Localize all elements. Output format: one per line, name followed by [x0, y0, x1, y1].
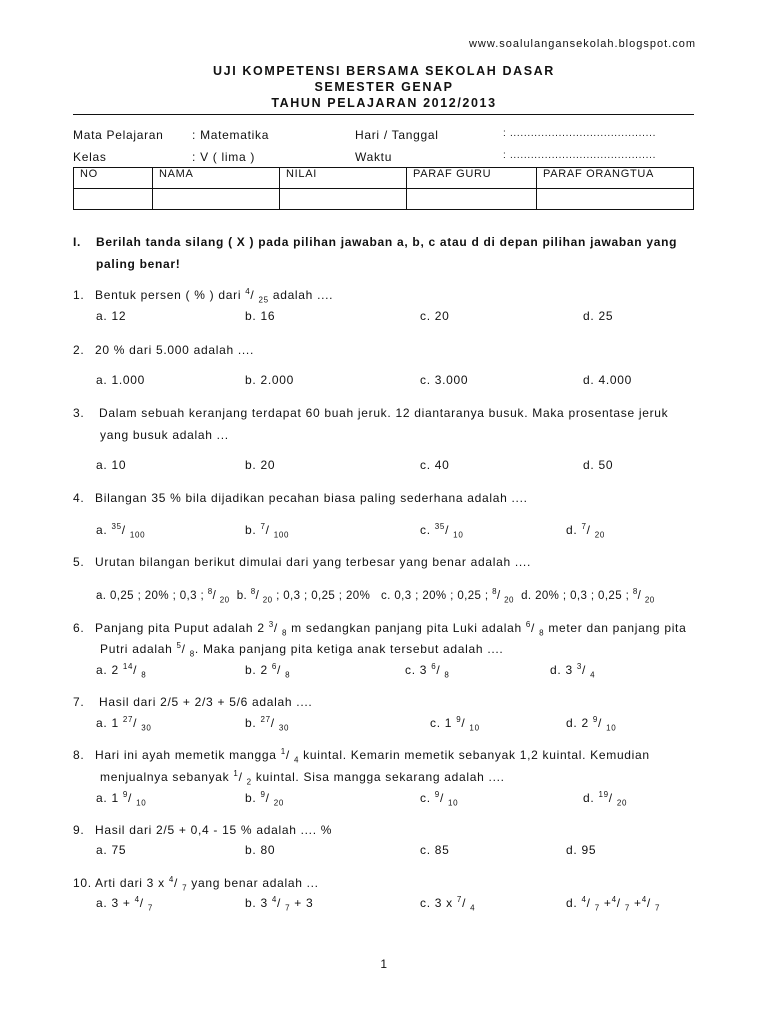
subject-label: Mata Pelajaran: [73, 128, 164, 142]
section-instruction-2: paling benar!: [96, 257, 181, 271]
q10-option-a[interactable]: a. 3 + $^4$/ $_7$: [96, 895, 153, 913]
question-8-line2: menjualnya sebanyak $^1$/ $_2$ kuintal. Sisa mangga sekarang adalah ....: [100, 769, 505, 787]
section-instruction-1: Berilah tanda silang ( X ) pada pilihan jawaban a, b, c atau d di depan pilihan jawaban yang: [96, 235, 678, 249]
question-8: 8. Hari ini ayah memetik mangga $^1$/ $_4$ kuintal. Kemarin memetik sebanyak 1,2 kuintal. Kemudian: [73, 747, 650, 765]
cell-paraf-orangtua[interactable]: [537, 189, 694, 210]
q3-option-b[interactable]: b. 20: [245, 458, 276, 472]
question-6: 6. Panjang pita Puput adalah 2 $^3$/ $_8$ m sedangkan panjang pita Luki adalah $^6$/ $_8$ meter dan panjang pita: [73, 620, 687, 638]
question-6-line2: Putri adalah $^5$/ $_8$. Maka panjang pita ketiga anak tersebut adalah ....: [100, 641, 504, 659]
time-value: : ..........................................: [503, 150, 657, 161]
q4-option-a[interactable]: a. $^{35}$/ $_{100}$: [96, 522, 146, 540]
q8-option-c[interactable]: c. $^9$/ $_{10}$: [420, 790, 459, 808]
question-5: 5. Urutan bilangan berikut dimulai dari yang terbesar yang benar adalah ....: [73, 555, 532, 569]
col-no: NO: [74, 168, 153, 189]
question-1: 1. Bentuk persen ( % ) dari $^4$/ $_{25}$ adalah ....: [73, 287, 334, 305]
date-label: Hari / Tanggal: [355, 128, 439, 142]
q7-option-d[interactable]: d. 2 $^9$/ $_{10}$: [566, 715, 617, 733]
q7-option-a[interactable]: a. 1 $^{27}$/ $_{30}$: [96, 715, 152, 733]
page-number: 1: [380, 957, 388, 971]
question-7: 7. Hasil dari 2/5 + 2/3 + 5/6 adalah ....: [73, 695, 313, 709]
q4-option-d[interactable]: d. $^7$/ $_{20}$: [566, 522, 605, 540]
class-label: Kelas: [73, 150, 107, 164]
q7-option-b[interactable]: b. $^{27}$/ $_{30}$: [245, 715, 290, 733]
q9-option-d[interactable]: d. 95: [566, 843, 597, 857]
q1-option-c[interactable]: c. 20: [420, 309, 450, 323]
q10-option-d[interactable]: d. $^4$/ $_7$ +$^4$/ $_7$ +$^4$/ $_7$: [566, 895, 661, 913]
q8-option-b[interactable]: b. $^9$/ $_{20}$: [245, 790, 284, 808]
q3-option-a[interactable]: a. 10: [96, 458, 127, 472]
q3-option-d[interactable]: d. 50: [583, 458, 614, 472]
q5-option-a[interactable]: a. 0,25 ; 20% ; 0,3 ; $^8$/ $_{20}$: [96, 587, 230, 605]
q5-options: [96, 587, 655, 604]
cell-paraf-guru[interactable]: [407, 189, 537, 210]
subject-value: : Matematika: [192, 128, 270, 142]
header-rule: [73, 114, 694, 115]
question-9: 9. Hasil dari 2/5 + 0,4 - 15 % adalah .... %: [73, 823, 333, 837]
cell-no[interactable]: [74, 189, 153, 210]
q9-option-c[interactable]: c. 85: [420, 843, 450, 857]
q5-option-b[interactable]: b. $^8$/ $_{20}$ ; 0,3 ; 0,25 ; 20%: [236, 587, 371, 605]
q2-option-a[interactable]: a. 1.000: [96, 373, 145, 387]
table-header-row: [74, 168, 694, 189]
q1-option-d[interactable]: d. 25: [583, 309, 614, 323]
q6-option-d[interactable]: d. 3 $^3$/ $_4$: [550, 662, 596, 680]
q9-option-a[interactable]: a. 75: [96, 843, 127, 857]
student-info-table: [73, 167, 694, 210]
question-10: 10. Arti dari 3 x $^4$/ $_7$ yang benar adalah ...: [73, 875, 319, 893]
q8-option-d[interactable]: d. $^{19}$/ $_{20}$: [583, 790, 628, 808]
q7-option-c[interactable]: c. 1 $^9$/ $_{10}$: [430, 715, 480, 733]
question-4: 4. Bilangan 35 % bila dijadikan pecahan biasa paling sederhana adalah ....: [73, 491, 528, 505]
col-paraf-orangtua: PARAF ORANGTUA: [537, 168, 694, 189]
q2-option-b[interactable]: b. 2.000: [245, 373, 294, 387]
header-year: TAHUN PELAJARAN 2012/2013: [271, 96, 497, 110]
cell-nama[interactable]: [153, 189, 280, 210]
time-label: Waktu: [355, 150, 393, 164]
col-nilai: NILAI: [280, 168, 407, 189]
header-title: UJI KOMPETENSI BERSAMA SEKOLAH DASAR: [213, 64, 555, 78]
q2-option-d[interactable]: d. 4.000: [583, 373, 632, 387]
q6-option-c[interactable]: c. 3 $^6$/ $_8$: [405, 662, 450, 680]
q9-option-b[interactable]: b. 80: [245, 843, 276, 857]
q3-option-c[interactable]: c. 40: [420, 458, 450, 472]
q6-option-b[interactable]: b. 2 $^6$/ $_8$: [245, 662, 291, 680]
question-2: 2. 20 % dari 5.000 adalah ....: [73, 343, 254, 357]
website-url: www.soalulangansekolah.blogspot.com: [468, 38, 696, 50]
class-value: : V ( lima ): [192, 150, 256, 164]
question-3-line2: yang busuk adalah ...: [100, 428, 229, 442]
header-semester: SEMESTER GENAP: [314, 80, 454, 94]
q4-option-b[interactable]: b. $^7$/ $_{100}$: [245, 522, 290, 540]
q6-option-a[interactable]: a. 2 $^{14}$/ $_8$: [96, 662, 147, 680]
question-3: 3. Dalam sebuah keranjang terdapat 60 buah jeruk. 12 diantaranya busuk. Maka prosentase jeruk: [73, 406, 669, 420]
q4-option-c[interactable]: c. $^{35}$/ $_{10}$: [420, 522, 464, 540]
q2-option-c[interactable]: c. 3.000: [420, 373, 469, 387]
q1-option-a[interactable]: a. 12: [96, 309, 127, 323]
q10-option-b[interactable]: b. 3 $^4$/ $_7$ + 3: [245, 895, 314, 913]
q5-option-d[interactable]: d. 20% ; 0,3 ; 0,25 ; $^8$/ $_{20}$: [521, 587, 655, 605]
q5-option-c[interactable]: c. 0,3 ; 20% ; 0,25 ; $^8$/ $_{20}$: [381, 587, 514, 605]
q8-option-a[interactable]: a. 1 $^9$/ $_{10}$: [96, 790, 147, 808]
col-nama: NAMA: [153, 168, 280, 189]
cell-nilai[interactable]: [280, 189, 407, 210]
q10-option-c[interactable]: c. 3 x $^7$/ $_4$: [420, 895, 476, 913]
section-roman: I.: [73, 235, 82, 249]
q1-option-b[interactable]: b. 16: [245, 309, 276, 323]
table-blank-row: [74, 189, 694, 210]
date-value: : ..........................................: [503, 128, 657, 139]
col-paraf-guru: PARAF GURU: [407, 168, 537, 189]
